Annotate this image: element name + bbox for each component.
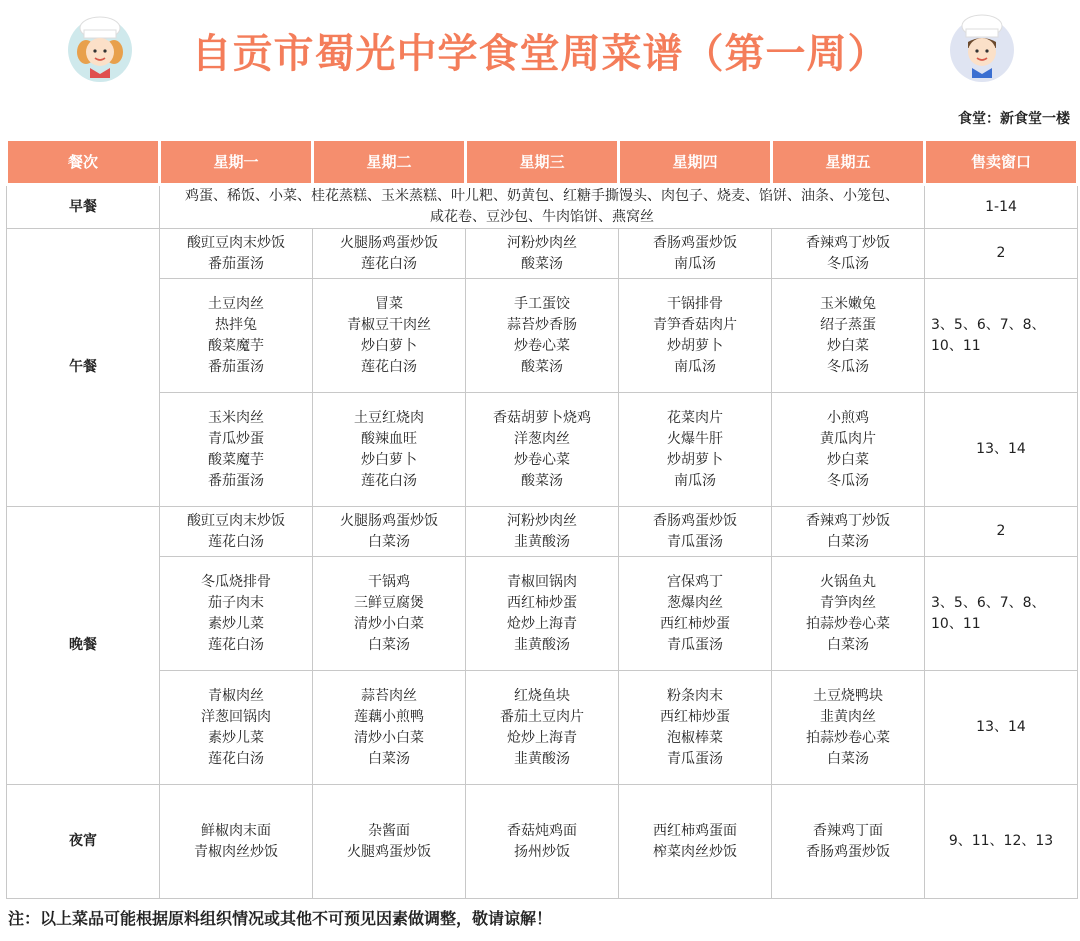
dish-item: 莲花白汤 [208,636,264,653]
dish-item: 茄子肉末 [208,594,264,611]
breakfast-row [7,185,1078,229]
dish-item: 酸菜汤 [521,358,563,375]
dish-item: 拍蒜炒卷心菜 [806,615,890,632]
dish-item: 火腿肠鸡蛋炒饭 [340,512,438,529]
dish-item: 冬瓜汤 [827,358,869,375]
dish-cell [160,507,313,557]
weekly-menu-table [5,138,1079,899]
dish-cell [160,393,313,507]
dish-item: 杂酱面 [368,822,410,839]
dish-item: 冬瓜汤 [827,472,869,489]
dish-cell [772,557,925,671]
dish-item: 酸菜汤 [521,472,563,489]
dish-item: 火爆牛肝 [667,430,723,447]
dish-item: 青椒回锅肉 [507,573,577,590]
dish-item: 酸豇豆肉末炒饭 [187,234,285,251]
window-cell: 3、5、6、7、8、10、11 [925,557,1078,671]
dish-item: 素炒儿菜 [208,615,264,632]
dish-item: 青瓜蛋汤 [667,636,723,653]
dish-cell [619,785,772,899]
lunch-row [7,229,1078,279]
dinner-row [7,507,1078,557]
dish-item: 火腿肠鸡蛋炒饭 [340,234,438,251]
dish-item: 青瓜蛋汤 [667,533,723,550]
dish-item: 青椒肉丝炒饭 [194,843,278,860]
dish-item: 冬瓜汤 [827,255,869,272]
dish-item: 韭黄酸汤 [514,636,570,653]
dish-item: 火锅鱼丸 [820,573,876,590]
header-window: 售卖窗口 [925,140,1078,185]
dish-item: 红烧鱼块 [514,687,570,704]
dish-cell [313,557,466,671]
dish-item: 洋葱肉丝 [514,430,570,447]
dish-item: 白菜汤 [827,750,869,767]
dish-item: 土豆肉丝 [208,295,264,312]
header-friday: 星期五 [772,140,925,185]
dish-item: 炒白萝卜 [361,337,417,354]
dish-item: 鲜椒肉末面 [201,822,271,839]
dish-item: 莲花白汤 [361,358,417,375]
dish-item: 番茄蛋汤 [208,255,264,272]
dish-cell [466,507,619,557]
dish-item: 花菜肉片 [667,409,723,426]
dish-cell [619,229,772,279]
dish-item: 西红柿炒蛋 [660,615,730,632]
dish-item: 洋葱回锅肉 [201,708,271,725]
window-cell: 9、11、12、13 [925,785,1078,899]
dish-item: 酸菜魔芋 [208,451,264,468]
dish-item: 莲花白汤 [361,255,417,272]
lunch-row [7,279,1078,393]
dish-item: 蒜苔炒香肠 [507,316,577,333]
dish-item: 黄瓜肉片 [820,430,876,447]
dish-item: 韭黄酸汤 [514,750,570,767]
dish-item: 香肠鸡蛋炒饭 [653,234,737,251]
dish-item: 宫保鸡丁 [667,573,723,590]
meal-label-lunch: 午餐 [7,229,160,507]
dish-item: 蒜苔肉丝 [361,687,417,704]
dish-item: 香肠鸡蛋炒饭 [653,512,737,529]
dish-item: 白菜汤 [827,636,869,653]
dish-item: 白菜汤 [827,533,869,550]
dish-item: 白菜汤 [368,750,410,767]
window-cell: 1-14 [925,185,1078,229]
dish-item: 炒白菜 [827,451,869,468]
window-cell: 2 [925,507,1078,557]
dish-item: 香辣鸡丁炒饭 [806,512,890,529]
dish-item: 南瓜汤 [674,358,716,375]
window-cell: 13、14 [925,671,1078,785]
dish-cell [619,557,772,671]
dish-cell [160,557,313,671]
dish-item: 青笋香菇肉片 [653,316,737,333]
dish-item: 南瓜汤 [674,472,716,489]
dish-item: 炒胡萝卜 [667,337,723,354]
header-thursday: 星期四 [619,140,772,185]
dish-item: 炝炒上海青 [507,615,577,632]
dish-item: 炒白萝卜 [361,451,417,468]
dish-cell [619,279,772,393]
dish-item: 酸豇豆肉末炒饭 [187,512,285,529]
dish-cell [619,507,772,557]
dish-cell [466,785,619,899]
dish-item: 青瓜蛋汤 [667,750,723,767]
dish-item: 清炒小白菜 [354,729,424,746]
dish-item: 火腿鸡蛋炒饭 [347,843,431,860]
dish-item: 酸菜魔芋 [208,337,264,354]
dish-item: 小煎鸡 [827,409,869,426]
dish-item: 莲花白汤 [361,472,417,489]
dish-item: 河粉炒肉丝 [507,234,577,251]
dish-item: 土豆红烧肉 [354,409,424,426]
dish-cell [466,393,619,507]
page-title: 自贡市蜀光中学食堂周菜谱（第一周） [191,31,889,77]
dish-item: 西红柿炒蛋 [507,594,577,611]
dish-item: 冬瓜烧排骨 [201,573,271,590]
meal-label-supper: 夜宵 [7,785,160,899]
dish-item: 河粉炒肉丝 [507,512,577,529]
dish-item: 拍蒜炒卷心菜 [806,729,890,746]
dish-cell [772,785,925,899]
meal-label-breakfast: 早餐 [7,185,160,229]
dish-item: 玉米嫩兔 [820,295,876,312]
dish-item: 白菜汤 [368,636,410,653]
dish-item: 香辣鸡丁面 [813,822,883,839]
breakfast-items-line: 咸花卷、豆沙包、牛肉馅饼、燕窝丝 [430,209,654,225]
dish-item: 冒菜 [375,295,403,312]
dish-item: 香菇胡萝卜烧鸡 [493,409,591,426]
dish-item: 粉条肉末 [667,687,723,704]
window-cell: 13、14 [925,393,1078,507]
dish-item: 炒卷心菜 [514,451,570,468]
dish-item: 青椒肉丝 [208,687,264,704]
dish-item: 炒白菜 [827,337,869,354]
dish-cell [619,393,772,507]
dish-item: 番茄土豆肉片 [500,708,584,725]
footnote: 注：以上菜品可能根据原料组织情况或其他不可预见因素做调整，敬请谅解！ [8,909,553,928]
window-cell: 2 [925,229,1078,279]
header-meal: 餐次 [7,140,160,185]
breakfast-items-line: 鸡蛋、稀饭、小菜、桂花蒸糕、玉米蒸糕、叶儿粑、奶黄包、红糖手撕馒头、肉包子、烧麦、馅饼、油条、小笼包、 [185,188,899,204]
dish-item: 莲花白汤 [208,750,264,767]
canteen-location: 食堂：新食堂一楼 [958,111,1070,127]
dish-item: 青椒豆干肉丝 [347,316,431,333]
dish-item: 清炒小白菜 [354,615,424,632]
dish-cell [466,279,619,393]
dish-item: 香肠鸡蛋炒饭 [806,843,890,860]
table-header-row [7,140,1078,185]
dish-item: 韭黄肉丝 [820,708,876,725]
dish-item: 炒卷心菜 [514,337,570,354]
dish-cell [313,229,466,279]
dish-item: 素炒儿菜 [208,729,264,746]
dinner-row [7,557,1078,671]
dish-item: 香辣鸡丁炒饭 [806,234,890,251]
dish-item: 香菇炖鸡面 [507,822,577,839]
dish-cell [160,229,313,279]
dish-item: 酸辣血旺 [361,430,417,447]
dish-cell [466,557,619,671]
dish-cell [160,279,313,393]
dish-cell [313,393,466,507]
header-monday: 星期一 [160,140,313,185]
dish-item: 热拌兔 [215,316,257,333]
dish-cell [772,507,925,557]
dinner-row [7,671,1078,785]
dish-item: 酸菜汤 [521,255,563,272]
dish-cell [772,671,925,785]
header-tuesday: 星期二 [313,140,466,185]
dish-item: 莲藕小煎鸭 [354,708,424,725]
dish-cell [772,393,925,507]
page-header [0,0,1080,100]
meal-label-dinner: 晚餐 [7,507,160,785]
dish-item: 青瓜炒蛋 [208,430,264,447]
dish-item: 青笋肉丝 [820,594,876,611]
dish-cell [313,671,466,785]
supper-row [7,785,1078,899]
dish-cell [313,507,466,557]
dish-cell [772,279,925,393]
breakfast-items [160,185,925,229]
dish-item: 葱爆肉丝 [667,594,723,611]
dish-cell [772,229,925,279]
window-cell: 3、5、6、7、8、10、11 [925,279,1078,393]
dish-item: 西红柿鸡蛋面 [653,822,737,839]
dish-item: 炒胡萝卜 [667,451,723,468]
dish-item: 榨菜肉丝炒饭 [653,843,737,860]
dish-item: 番茄蛋汤 [208,472,264,489]
dish-item: 干锅排骨 [667,295,723,312]
dish-item: 莲花白汤 [208,533,264,550]
dish-item: 扬州炒饭 [514,843,570,860]
dish-cell [619,671,772,785]
dish-item: 白菜汤 [368,533,410,550]
dish-item: 干锅鸡 [368,573,410,590]
dish-cell [466,229,619,279]
dish-item: 番茄蛋汤 [208,358,264,375]
dish-cell [160,785,313,899]
dish-item: 南瓜汤 [674,255,716,272]
dish-cell [313,279,466,393]
lunch-row [7,393,1078,507]
header-wednesday: 星期三 [466,140,619,185]
dish-item: 西红柿炒蛋 [660,708,730,725]
dish-item: 三鲜豆腐煲 [354,594,424,611]
dish-item: 泡椒棒菜 [667,729,723,746]
dish-item: 韭黄酸汤 [514,533,570,550]
dish-cell [313,785,466,899]
dish-item: 玉米肉丝 [208,409,264,426]
dish-item: 绍子蒸蛋 [820,316,876,333]
dish-item: 炝炒上海青 [507,729,577,746]
dish-item: 土豆烧鸭块 [813,687,883,704]
dish-cell [466,671,619,785]
dish-cell [160,671,313,785]
dish-item: 手工蛋饺 [514,295,570,312]
